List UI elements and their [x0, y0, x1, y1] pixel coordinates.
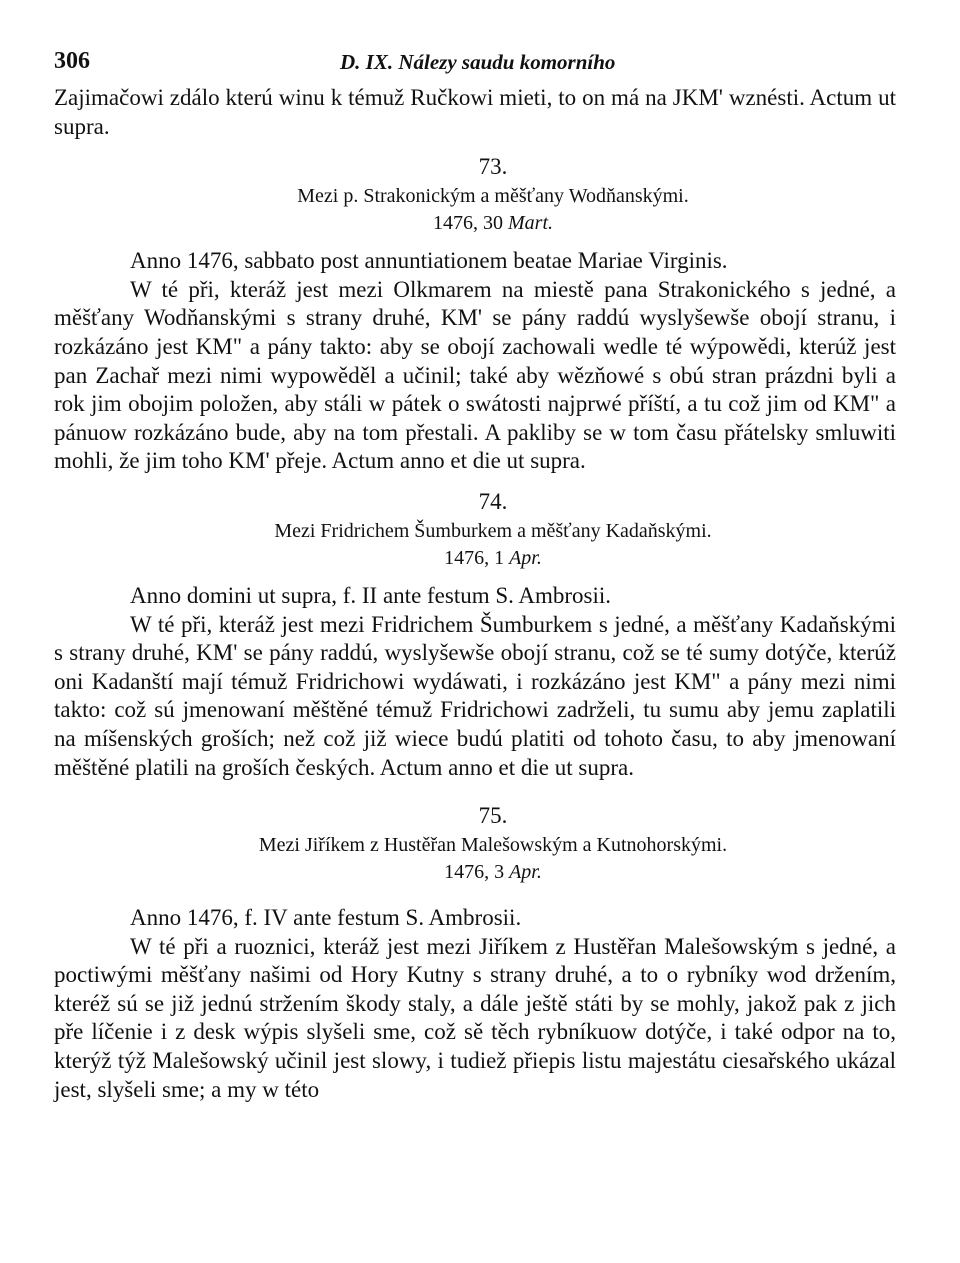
running-header — [54, 44, 896, 84]
intro-paragraph: Zajimačowi zdálo kterú winu k témuž Ručkowi mieti, to on má na JKM' wznésti. Actum ut supra. — [54, 85, 896, 139]
page-number: 306 — [54, 48, 90, 74]
entry-75 — [54, 800, 896, 1104]
entry-date-year: 1476, 30 — [433, 212, 503, 235]
entry-date — [54, 210, 896, 237]
entry-caption: Mezi Jiříkem z Hustěřan Malešowským a Kutnohorskými. — [258, 834, 728, 857]
entry-date-year: 1476, 3 — [444, 861, 505, 884]
entry-74 — [54, 486, 896, 782]
entry-date — [54, 545, 896, 572]
entry-body: W té při, kteráž jest mezi Olkmarem na miestě pana Strakonického s jedné, a měšťany Wodňanskými s strany druhé, KM' se pány raddú wyslyšewše obojí stranu, i rozkázáno jest KM" a pány takto: aby se obojí zachowali wedle té wýpowědi, kterúž jest pan Zachař mezi nimi wypowěděl a učinil; také aby wězňowé s obú stran prázdni byli a rok jim obojim položen, aby stáli w pátek o swátosti najprwé příští, a tu což jim od KM" a pánuow rozkázáno bude, aby na tom přestali. A pakliby se w tom času přátelsky smluwiti mohli, že jim toho KM' přeje. Actum anno et die ut supra. — [54, 276, 896, 474]
entry-date-month: Mart. — [508, 212, 553, 235]
entry-caption: Mezi Fridrichem Šumburkem a měšťany Kadaňskými. — [274, 519, 712, 542]
entry-opening: Anno 1476, sabbato post annuntiationem beatae Mariae Virginis. — [130, 248, 728, 274]
entry-number: 75. — [478, 803, 508, 829]
section-title: D. IX. Nálezy saudu komorního — [340, 50, 616, 74]
entry-date-month: Apr. — [509, 861, 542, 884]
entry-caption: Mezi p. Strakonickým a měšťany Wodňanskými. — [297, 185, 689, 208]
entry-number: 73. — [478, 154, 508, 180]
entry-date-month: Apr. — [509, 546, 542, 569]
entry-opening: Anno 1476, f. IV ante festum S. Ambrosii. — [130, 905, 522, 931]
entry-body: W té při, kteráž jest mezi Fridrichem Šumburkem s jedné, a měšťany Kadaňskými s strany druhé, KM' se pány raddú, wyslyšewše obojí stranu, což se té sumy dotýče, kterúž oni Kadanští mají témuž Fridrichowi wydáwati, i rozkázáno jest KM" a pány mezi nimi takto: což sú jmenowaní měštěné témuž Fridrichowi zadrželi, tu sumu aby jemu zaplatili na míšenských groších; než což již wiece budú platiti od tohoto času, to aby jmenowaní měštěné platili na groších českých. Actum anno et die ut supra. — [54, 611, 896, 780]
entry-body: W té při a ruoznici, kteráž jest mezi Jiříkem z Hustěřan Malešowským s jedné, a poctiwými měšťany našimi od Hory Kutny s strany druhé, a to o rybníky wod držením, kteréž sú se již jednú stržením škody staly, a dále ještě státi by se mohly, jakož pak z jich pře líčenie i z desk wýpis slyšeli sme, což sě těch rybníkuow dotýče, i také odpor na to, kterýž týž Malešowský učinil jest slowy, i tudiež přiepis listu majestátu ciesařského ukázal jest, slyšeli sme; a my w této — [54, 933, 896, 1102]
entry-date-year: 1476, 1 — [444, 546, 505, 569]
entry-73 — [54, 151, 896, 476]
entry-number: 74. — [478, 488, 508, 514]
entry-date — [54, 859, 896, 886]
entry-opening: Anno domini ut supra, f. II ante festum S. Ambrosii. — [130, 582, 612, 608]
